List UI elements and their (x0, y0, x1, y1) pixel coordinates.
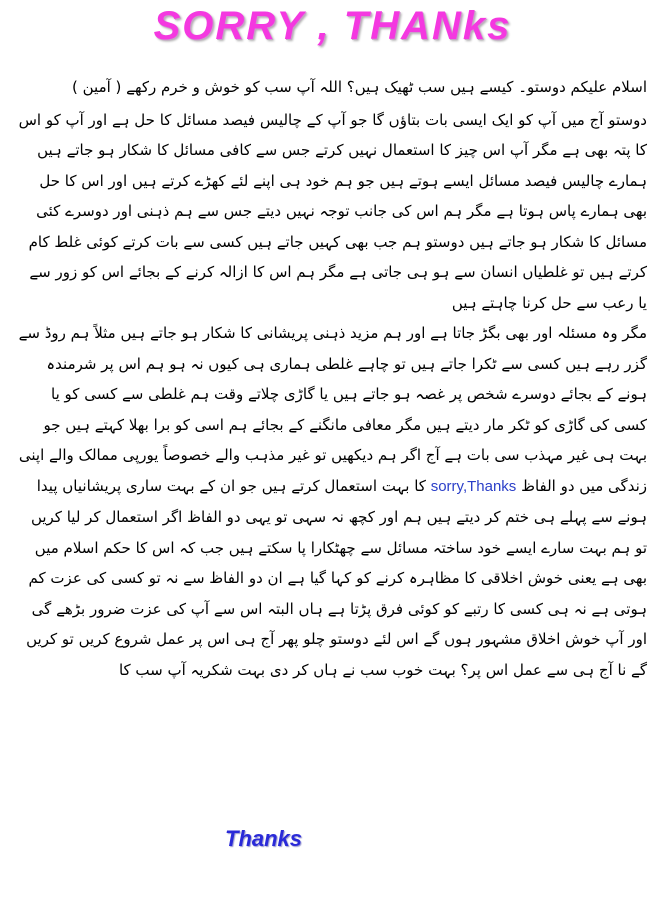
paragraph-2 (18, 318, 647, 685)
page-title: SORRY , THANks (153, 4, 512, 48)
greeting-line: اسلام علیکم دوستو۔ کیسے ہیں سب ٹھیک ہیں؟ اللہ آپ سب کو خوش و خرم رکھے ( آمین ) (72, 78, 647, 96)
paragraph-2-start: مگر وہ مسئلہ اور بھی بگڑ جاتا ہے اور ہم مزید ذہنی پریشانی کا شکار ہو جاتے ہیں مثلاً ہم روڈ سے گزر رہے ہیں کسی سے ٹکرا جاتے ہیں تو چاہے غلطی ہماری ہی کیوں نہ ہو ہم اس پر شرمندہ ہونے کے بجائے دوسرے شخص پر غصہ ہو جاتے ہیں یا گاڑی چلاتے وقت ہم غلطی سے کسی کو یا کسی کی گاڑی کو ٹکر مار دیتے ہیں مگر معافی مانگنے کے بجائے ہم اسی کو برا بھلا کہتے ہیں جو بہت ہی غیر مہذب سی بات ہے آج اگر ہم دیکھیں تو غیر مذہب والے خصوصاً یورپی ممالک والے اپنی زندگی میں دو الفاظ (18, 324, 647, 495)
paragraph-2-end: کا بہت استعمال کرتے ہیں جو ان کے بہت ساری پریشانیاں پیدا ہونے سے پہلے ہی ختم کر دیتے ہیں ہم اور کچھ نہ سہی تو یہی دو الفاظ اگر استعمال کر لیا کریں تو ہم بہت سارے ایسے خود ساختہ مسائل سے چھٹکارا پا سکتے ہیں جب کہ اس کا حکم اسلام میں بھی ہے یعنی خوش اخلاقی کا مظاہرہ کرنے کو کہا گیا ہے ان دو الفاظ سے نہ تو کسی کی عزت کم ہوتی ہے نہ ہی کسی کا رتبے کو کوئی فرق پڑتا ہے ہاں البتہ اس سے آپ کی عزت ضرور بڑھے گی اور آپ خوش اخلاق مشہور ہوں گے اس لئے دوستو چلو پھر آج ہی اس پر عمل شروع کریں تو کریں گے نا آج ہی سے عمل اس پر؟ بہت خوب سب نے ہاں کر دی بہت شکریہ آپ سب کا (26, 476, 647, 679)
paragraph-1: دوستو آج میں آپ کو ایک ایسی بات بتاؤں گا جو آپ کے چالیس فیصد مسائل کا حل ہے اور آپ کو اس کا پتہ بھی ہے مگر آپ اس چیز کا استعمال نہیں کرتے جس سے کافی مسائل کا شکار ہو جاتے ہیں ہمارے چالیس فیصد مسائل ایسے ہوتے ہیں جو ہم خود ہی اپنے لئے کھڑے کرتے ہیں اور اس کا حل بھی ہمارے پاس ہوتا ہے مگر ہم اس کی جانب توجہ نہیں دیتے جس سے ہم ذہنی اور دوسرے کئی مسائل کا شکار ہو جاتے ہیں دوستو ہم جب بھی کہیں جاتے ہیں کسی سے بات کرتے کوئی غلط کام کرتے ہیں تو غلطیاں انسان سے ہو ہی جاتی ہے مگر ہم اس کا ازالہ کرنے کے بجائے اس کو زور سے یا رعب سے حل کرنا چاہتے ہیں (18, 110, 647, 312)
footer-thanks: Thanks (225, 826, 303, 851)
english-words: sorry,Thanks (430, 477, 517, 495)
article-body (18, 72, 647, 685)
